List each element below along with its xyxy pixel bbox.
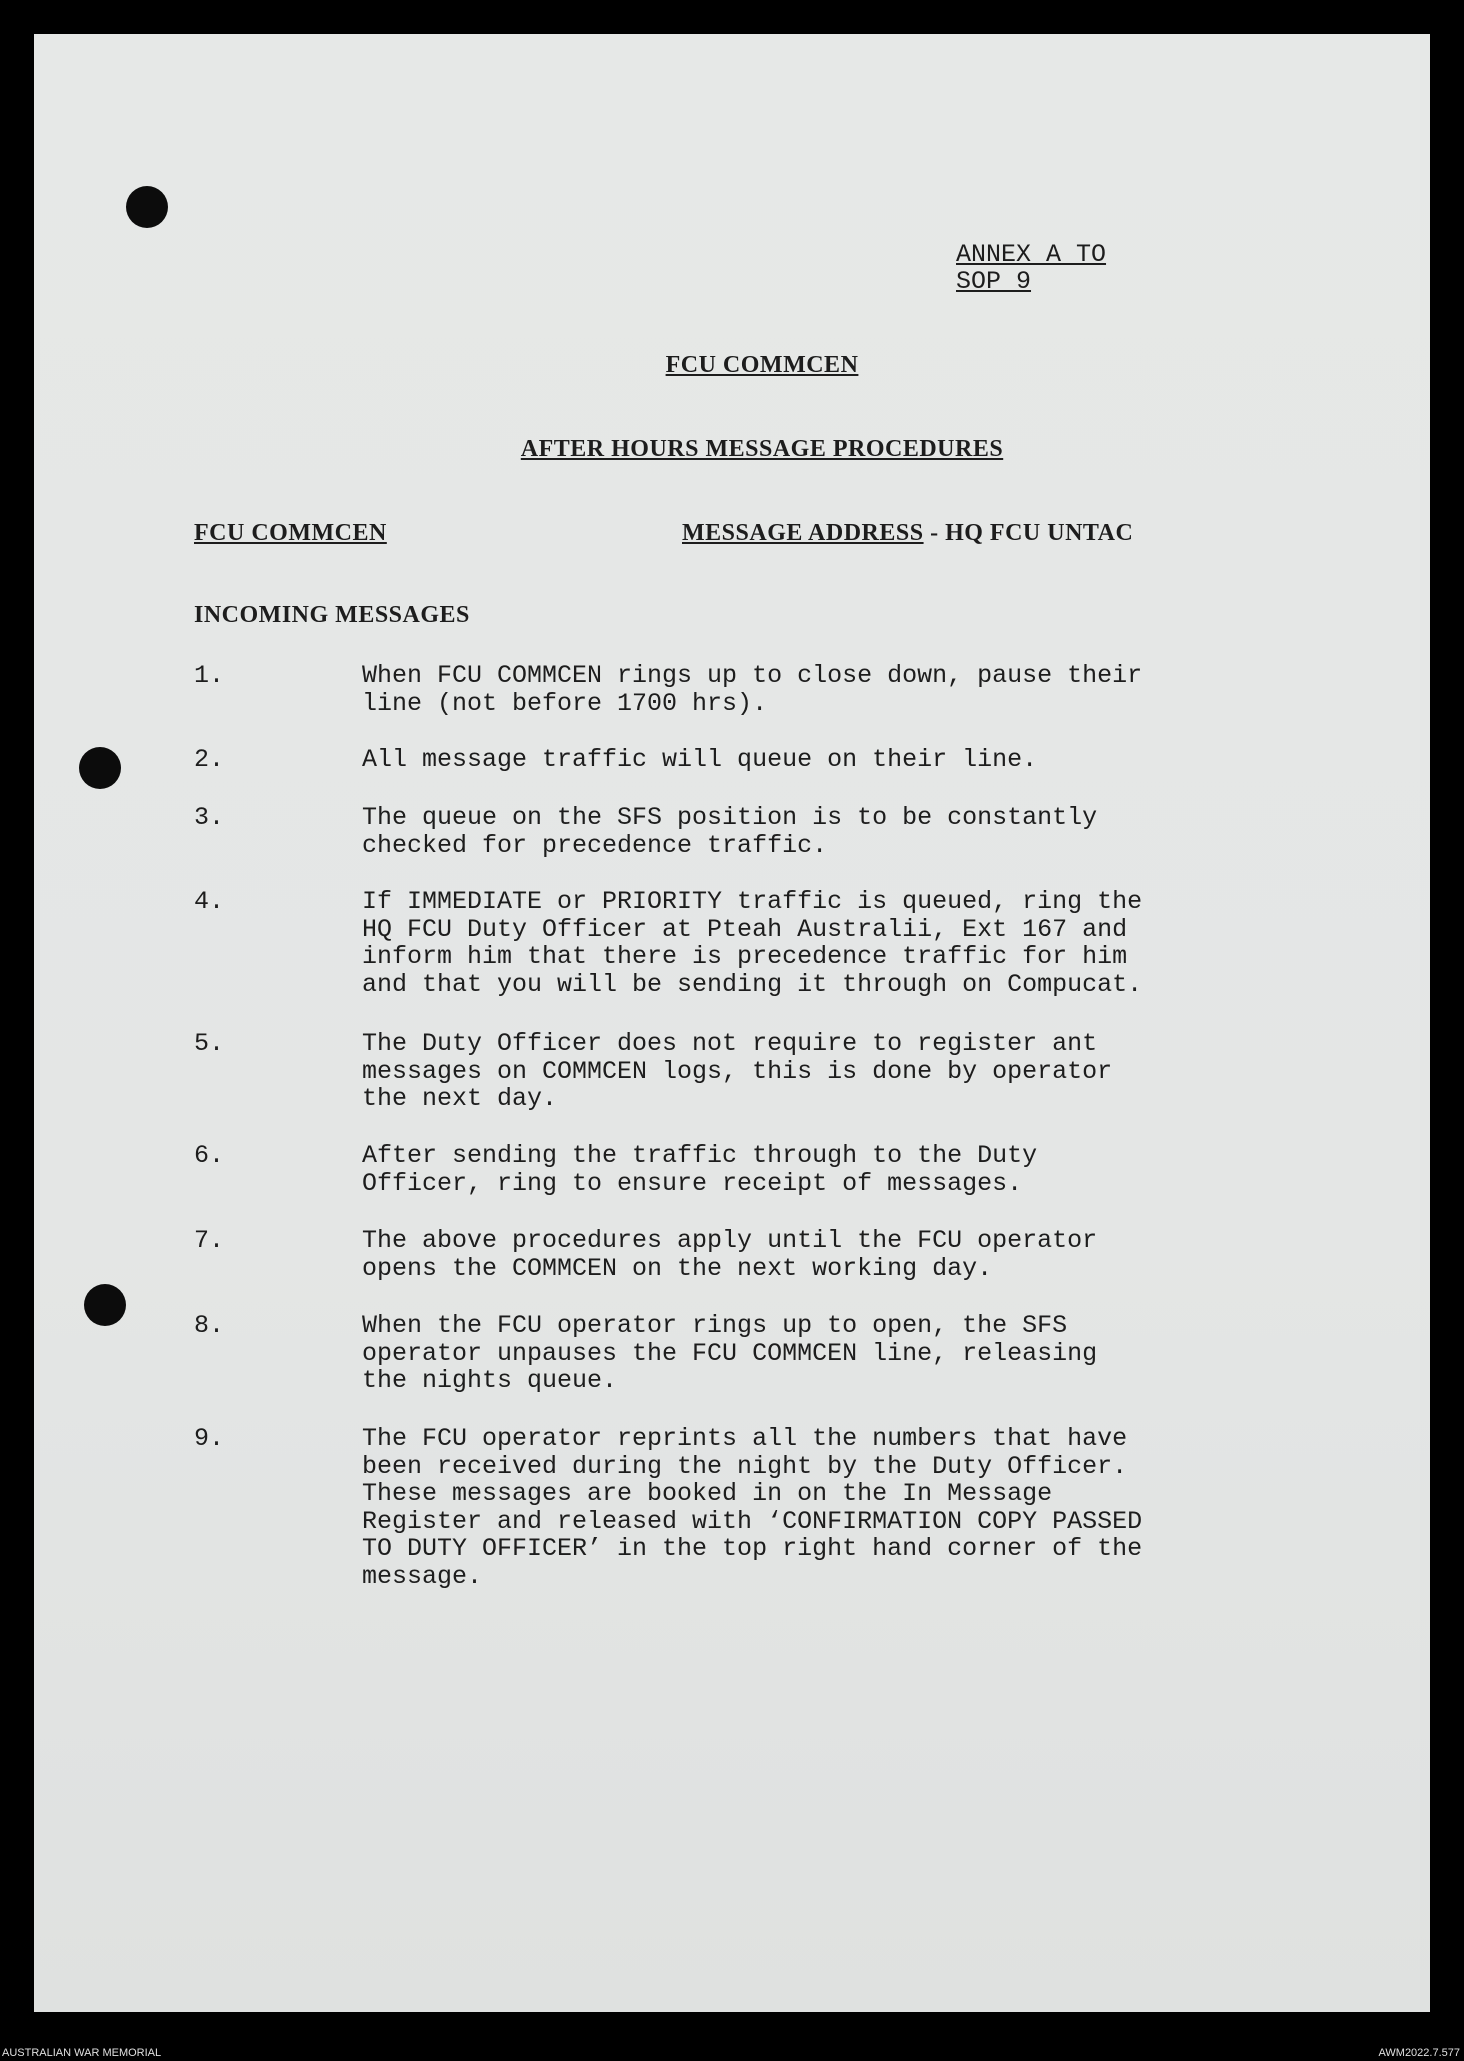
item-text: After sending the traffic through to the Duty Officer, ring to ensure receipt of messages. [362, 1141, 1038, 1198]
message-address-value: - HQ FCU UNTAC [923, 520, 1134, 546]
item-number: 8. [194, 1311, 225, 1340]
item-text: The queue on the SFS position is to be constantly checked for precedence traffic. [362, 803, 1098, 860]
item-number: 9. [194, 1424, 225, 1453]
archive-credit: AUSTRALIAN WAR MEMORIAL [2, 2047, 162, 2059]
item-number: 3. [194, 803, 225, 832]
annex-line: ANNEX A TO [956, 240, 1107, 269]
document-title: FCU COMMCEN [665, 352, 859, 378]
annex-reference [956, 241, 1106, 295]
item-number: 2. [194, 745, 225, 774]
item-number: 1. [194, 661, 225, 690]
punch-hole [79, 747, 121, 789]
item-text: If IMMEDIATE or PRIORITY traffic is queued, ring the HQ FCU Duty Officer at Pteah Australii, Ext 167 and inform him that there is precedence traffic for him and that you will be sending it through on Compucat. [362, 887, 1143, 999]
item-text: The FCU operator reprints all the numbers that have been received during the night by the Duty Officer. These messages are booked in on the In Message Register and released with ‘CONFIRMATION COPY PASSED TO DUTY OFFICER’ in the top right hand corner of the message. [362, 1424, 1143, 1591]
unit-name: FCU COMMCEN [194, 520, 387, 546]
item-number: 4. [194, 887, 225, 916]
message-address [682, 520, 1133, 547]
annex-line: SOP 9 [956, 267, 1032, 296]
item-text: When the FCU operator rings up to open, the SFS operator unpauses the FCU COMMCEN line, releasing the nights queue. [362, 1311, 1098, 1395]
item-text: When FCU COMMCEN rings up to close down, pause their line (not before 1700 hrs). [362, 661, 1143, 718]
punch-hole [126, 186, 168, 228]
punch-hole [84, 1284, 126, 1326]
item-number: 6. [194, 1141, 225, 1170]
item-number: 5. [194, 1029, 225, 1058]
item-number: 7. [194, 1226, 225, 1255]
document-page [34, 34, 1430, 2012]
section-heading: INCOMING MESSAGES [194, 602, 470, 628]
document-subtitle: AFTER HOURS MESSAGE PROCEDURES [520, 436, 1004, 462]
item-text: All message traffic will queue on their line. [362, 745, 1038, 774]
archive-id: AWM2022.7.577 [1378, 2047, 1460, 2059]
item-text: The above procedures apply until the FCU operator opens the COMMCEN on the next working day. [362, 1226, 1098, 1283]
message-address-label: MESSAGE ADDRESS [682, 520, 924, 546]
item-text: The Duty Officer does not require to register ant messages on COMMCEN logs, this is done by operator the next day. [362, 1029, 1113, 1113]
